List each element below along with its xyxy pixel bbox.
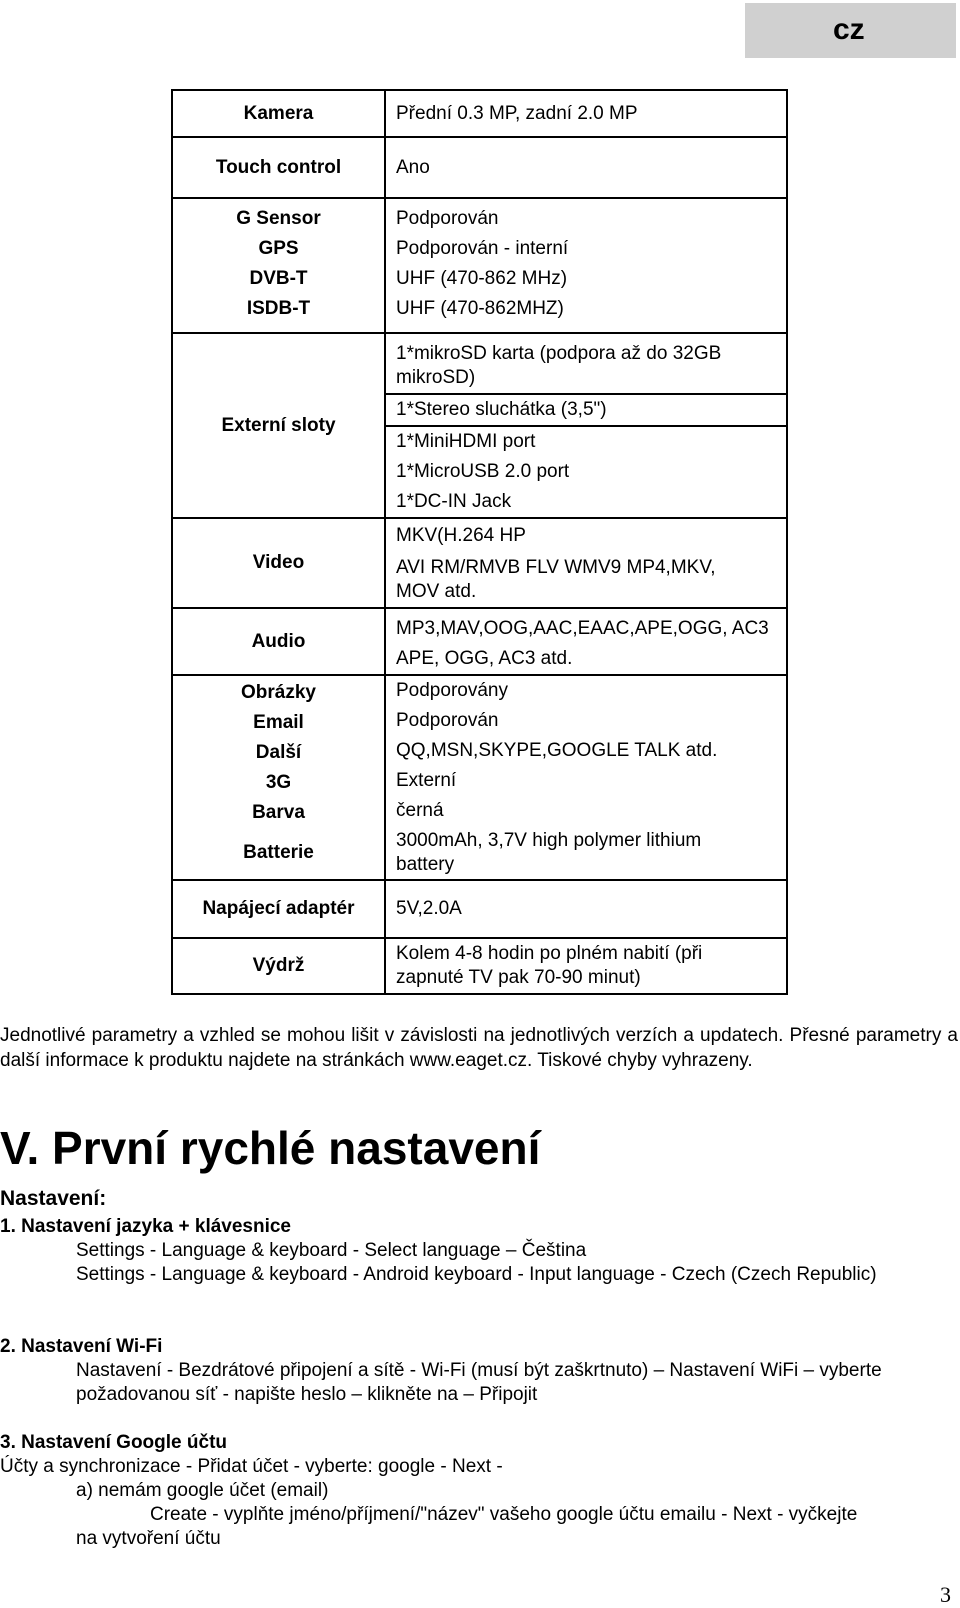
- table-row: [172, 608, 787, 675]
- spec-value: UHF (470-862MHZ): [396, 298, 564, 319]
- step-1-line: Settings - Language & keyboard - Android keyboard - Input language - Czech (Czech Republic): [76, 1264, 877, 1285]
- spec-label: Další: [255, 741, 302, 763]
- spec-value: MP3,MAV,OOG,AAC,EAAC,APE,OGG, AC3: [396, 618, 769, 639]
- spec-value: APE, OGG, AC3 atd.: [396, 648, 573, 669]
- table-row: [172, 198, 787, 333]
- table-row: [172, 333, 787, 518]
- spec-value: 1*mikroSD karta (podpora až do 32GB mikroSD): [396, 343, 722, 388]
- spec-value: Přední 0.3 MP, zadní 2.0 MP: [385, 90, 787, 137]
- table-row: [172, 880, 787, 938]
- spec-value: 1*MiniHDMI port: [386, 425, 786, 457]
- table-row: [172, 938, 787, 994]
- spec-value: Podporován - interní: [396, 238, 569, 259]
- spec-label: Email: [253, 711, 304, 733]
- spec-label: Touch control: [172, 137, 385, 198]
- spec-label: Napájecí adaptér: [172, 880, 385, 938]
- table-row: [172, 675, 787, 880]
- spec-label: Kamera: [172, 90, 385, 137]
- spec-value: černá: [396, 800, 444, 821]
- spec-value: MKV(H.264 HP: [396, 525, 526, 546]
- spec-label: ISDB-T: [246, 298, 311, 319]
- spec-value: QQ,MSN,SKYPE,GOOGLE TALK atd.: [396, 740, 718, 761]
- spec-value: 1*DC-IN Jack: [396, 491, 512, 512]
- spec-value: Podporován: [396, 710, 499, 731]
- page-number: 3: [940, 1582, 951, 1607]
- spec-label: G Sensor: [236, 208, 321, 229]
- step-3-line: Create - vyplňte jméno/příjmení/"název" vašeho google účtu emailu - Next - vyčkejte: [150, 1504, 858, 1525]
- step-2-line: Nastavení - Bezdrátové připojení a sítě - Wi-Fi (musí být zaškrtnuto) – Nastavení WiFi – vyberte požadovanou síť - napište heslo – klikněte na – Připojit: [76, 1360, 882, 1405]
- spec-value: Podporovány: [396, 680, 508, 701]
- spec-value: AVI RM/RMVB FLV WMV9 MP4,MKV, MOV atd.: [396, 557, 716, 602]
- spec-label: Externí sloty: [172, 333, 385, 518]
- spec-value: 1*MicroUSB 2.0 port: [396, 461, 570, 482]
- spec-label: Obrázky: [241, 681, 316, 703]
- step-1-title: 1. Nastavení jazyka + klávesnice: [0, 1216, 292, 1237]
- step-2-title: 2. Nastavení Wi-Fi: [0, 1336, 163, 1357]
- spec-label: Video: [172, 518, 385, 608]
- subheading: Nastavení:: [0, 1187, 107, 1210]
- spec-label: Batterie: [243, 841, 314, 863]
- section-heading: V. První rychlé nastavení: [0, 1122, 541, 1174]
- spec-value: Ano: [385, 137, 787, 198]
- spec-label: Barva: [252, 801, 305, 823]
- spec-value: Externí: [396, 770, 457, 791]
- spec-label: 3G: [265, 771, 292, 793]
- disclaimer-note: Jednotlivé parametry a vzhled se mohou lišit v závislosti na jednotlivých verzích a updatech. Přesné parametry a další informace k produktu najdete na stránkách www.eaget.cz. Tiskové chyby vyhrazeny.: [0, 1025, 958, 1071]
- table-row: [172, 137, 787, 198]
- spec-label: GPS: [258, 238, 299, 259]
- spec-label: Výdrž: [172, 938, 385, 994]
- spec-value: UHF (470-862 MHz): [396, 268, 568, 289]
- spec-value: Kolem 4-8 hodin po plném nabití (při zapnuté TV pak 70-90 minut): [396, 943, 703, 988]
- step-3-title: 3. Nastavení Google účtu: [0, 1432, 227, 1453]
- table-row: [172, 90, 787, 137]
- table-row: [172, 518, 787, 608]
- spec-value: Podporován: [396, 208, 499, 229]
- language-code: cz: [833, 13, 865, 46]
- spec-value: 1*Stereo sluchátka (3,5"): [386, 393, 786, 425]
- language-badge: [745, 3, 956, 58]
- spec-value: 5V,2.0A: [385, 880, 787, 938]
- step-3-line: Účty a synchronizace - Přidat účet - vyberte: google - Next -: [0, 1456, 503, 1477]
- step-3-line: na vytvoření účtu: [76, 1528, 221, 1549]
- spec-value: 3000mAh, 3,7V high polymer lithium battery: [396, 830, 702, 875]
- step-3-line: a) nemám google účet (email): [76, 1480, 329, 1501]
- step-1-line: Settings - Language & keyboard - Select language – Čeština: [76, 1240, 587, 1261]
- spec-label: Audio: [172, 608, 385, 675]
- spec-table: [171, 89, 788, 995]
- spec-label: DVB-T: [249, 268, 308, 289]
